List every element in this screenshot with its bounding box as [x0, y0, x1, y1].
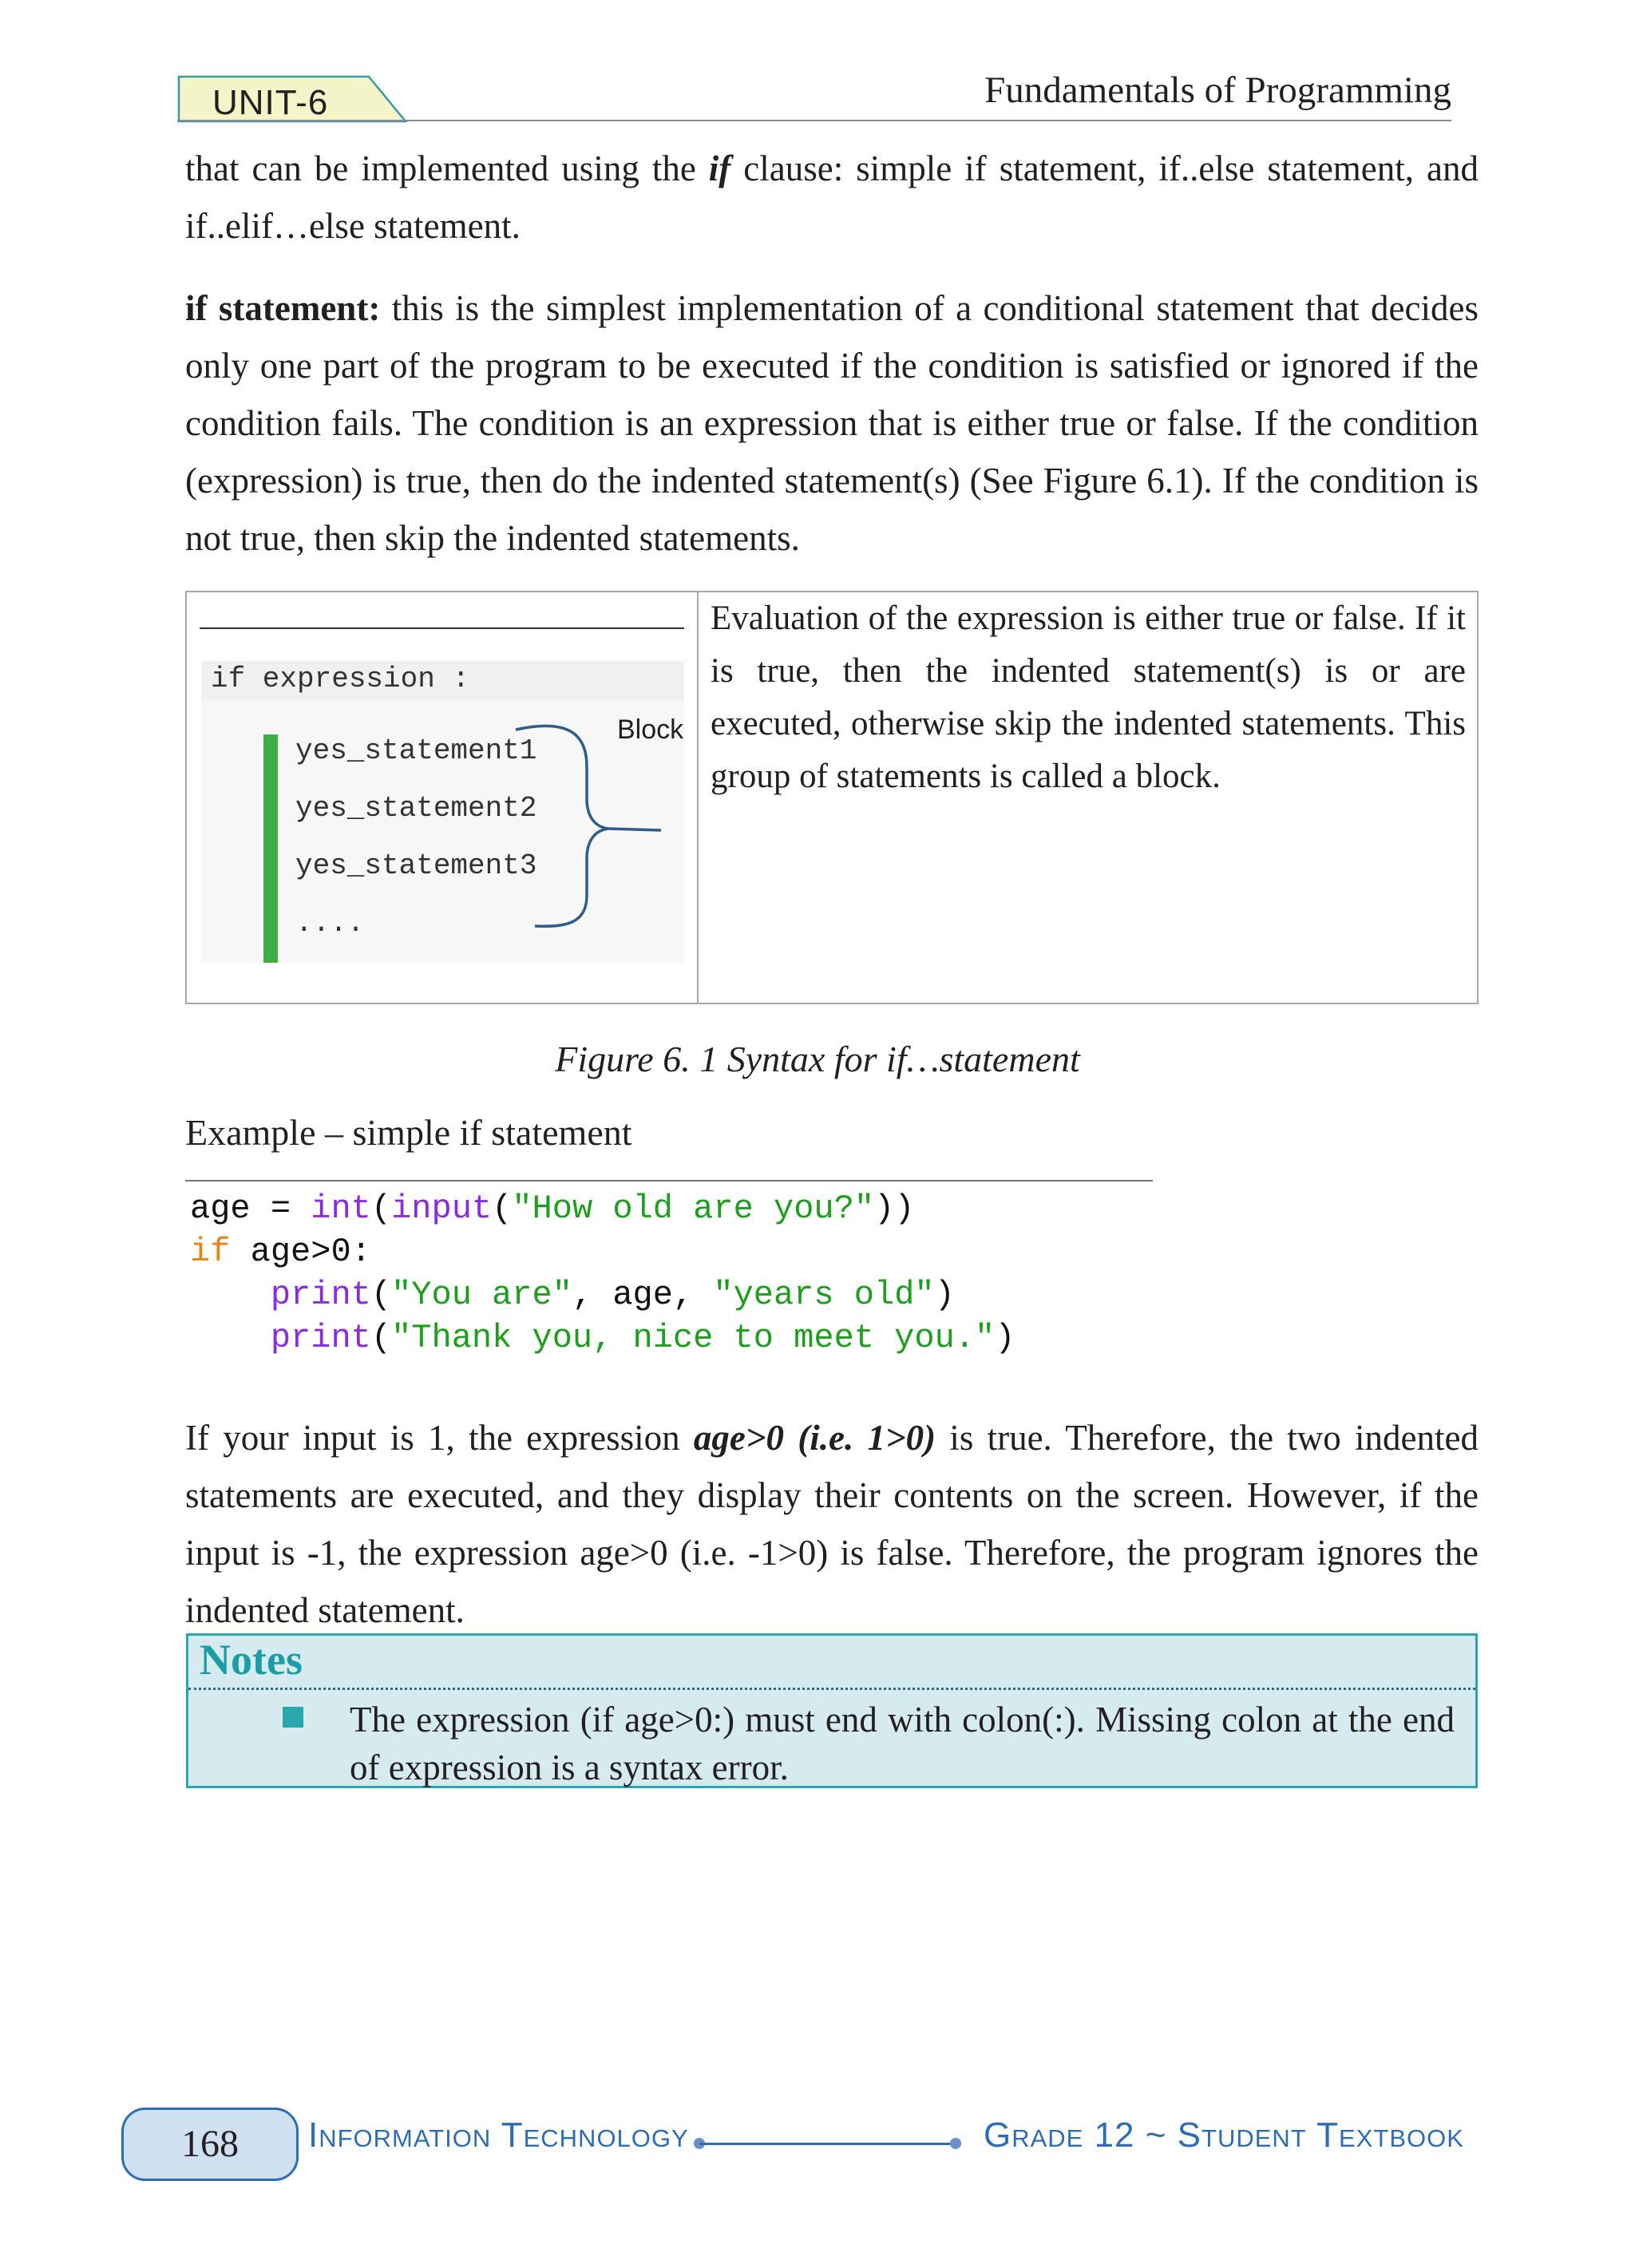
notes-title: Notes	[200, 1636, 303, 1684]
footer-dot-right-icon	[950, 2138, 961, 2149]
code-token: (	[370, 1189, 392, 1228]
code-token: ))	[874, 1189, 915, 1228]
code-token	[190, 1319, 271, 1357]
if-statement-text: this is the simplest implementation of a conditional statement that decides only one part of the program to be executed if the condition is satisfied or ignored if the condition fails. The condition is an expression that is either true or false. If the condition (expression) is true, then do the indented statement(s) (See Figure 6.1). If the condition is not true, then skip the indented statements.	[185, 288, 1479, 558]
code-line-1	[190, 1187, 914, 1230]
indent-bar	[263, 734, 278, 963]
code-line-3	[190, 1273, 955, 1316]
code-token: , age,	[572, 1276, 714, 1314]
explanation-text-1: If your input is 1, the expression	[185, 1418, 694, 1458]
code-token: "How old are you?"	[512, 1189, 875, 1228]
notes-divider	[188, 1688, 1475, 1690]
footer-grade: Grade 12 ~ Student Textbook	[984, 2116, 1464, 2155]
block-label: Block	[617, 714, 684, 745]
code-token: input	[391, 1189, 493, 1228]
code-token: =	[250, 1189, 311, 1228]
figure-table-divider	[697, 591, 699, 1004]
code-token: age	[190, 1189, 251, 1228]
explanation-text-2: is true. Therefore, the two indented statements are executed, and they display their contents on the screen. However, if the input is -1, the expression age>0 (i.e. -1>0) is false. Therefore, the program ignores the indented statement.	[185, 1418, 1479, 1630]
code-token: if	[190, 1233, 231, 1271]
explanation-paragraph	[185, 1409, 1479, 1639]
intro-keyword: if	[708, 148, 731, 188]
example-heading: Example – simple if statement	[185, 1112, 632, 1153]
if-statement-paragraph	[185, 279, 1479, 567]
figure-code-header: if expression :	[211, 663, 470, 695]
figure-code-rule	[200, 627, 684, 629]
running-header-title: Fundamentals of Programming	[984, 69, 1451, 111]
code-token	[190, 1276, 271, 1314]
code-token: (	[370, 1276, 392, 1314]
unit-tab	[177, 75, 409, 126]
intro-text-2: clause: simple if statement, if..else statement, and if..elif…else statement.	[185, 148, 1479, 246]
code-token: "You are"	[391, 1276, 572, 1314]
code-token: "years old"	[713, 1276, 935, 1314]
example-rule	[185, 1180, 1153, 1181]
code-token: (	[492, 1189, 513, 1228]
if-statement-term: if statement:	[185, 288, 381, 328]
intro-paragraph	[185, 140, 1479, 255]
code-token: age>0:	[230, 1233, 371, 1271]
intro-text-1: that can be implemented using the	[185, 148, 709, 188]
figure-description: Evaluation of the expression is either true or false. If it is true, then the indented statement(s) is or are executed, otherwise skip the indented statements. This group of statements is called a block.	[711, 600, 1466, 795]
code-token: print	[270, 1276, 371, 1314]
footer-rule	[699, 2143, 955, 2145]
figure-code-line-2: yes_statement2	[295, 792, 537, 825]
figure-code-line-1: yes_statement1	[295, 734, 537, 767]
footer-subject: Information Technology	[308, 2116, 689, 2155]
code-token: )	[995, 1319, 1015, 1357]
code-line-4	[190, 1316, 1015, 1360]
code-token: int	[311, 1189, 371, 1228]
code-token: "Thank you, nice to meet you."	[391, 1319, 996, 1357]
explanation-emphasis: age>0 (i.e. 1>0)	[693, 1418, 936, 1458]
notes-item: The expression (if age>0:) must end with colon(:). Missing colon at the end of expression is a syntax error.	[350, 1700, 1455, 1787]
code-line-2	[190, 1230, 371, 1273]
header-rule	[177, 120, 1451, 121]
curly-brace-icon	[511, 718, 671, 942]
figure-caption: Figure 6. 1 Syntax for if…statement	[555, 1039, 1080, 1079]
code-token: )	[934, 1276, 955, 1314]
figure-code-line-4: ....	[295, 907, 365, 940]
square-bullet-icon	[283, 1707, 303, 1728]
unit-label: UNIT-6	[212, 83, 329, 122]
figure-code-line-3: yes_statement3	[295, 849, 537, 882]
page-number: 168	[181, 2123, 239, 2165]
code-token: (	[370, 1319, 392, 1357]
code-token: print	[270, 1319, 371, 1357]
